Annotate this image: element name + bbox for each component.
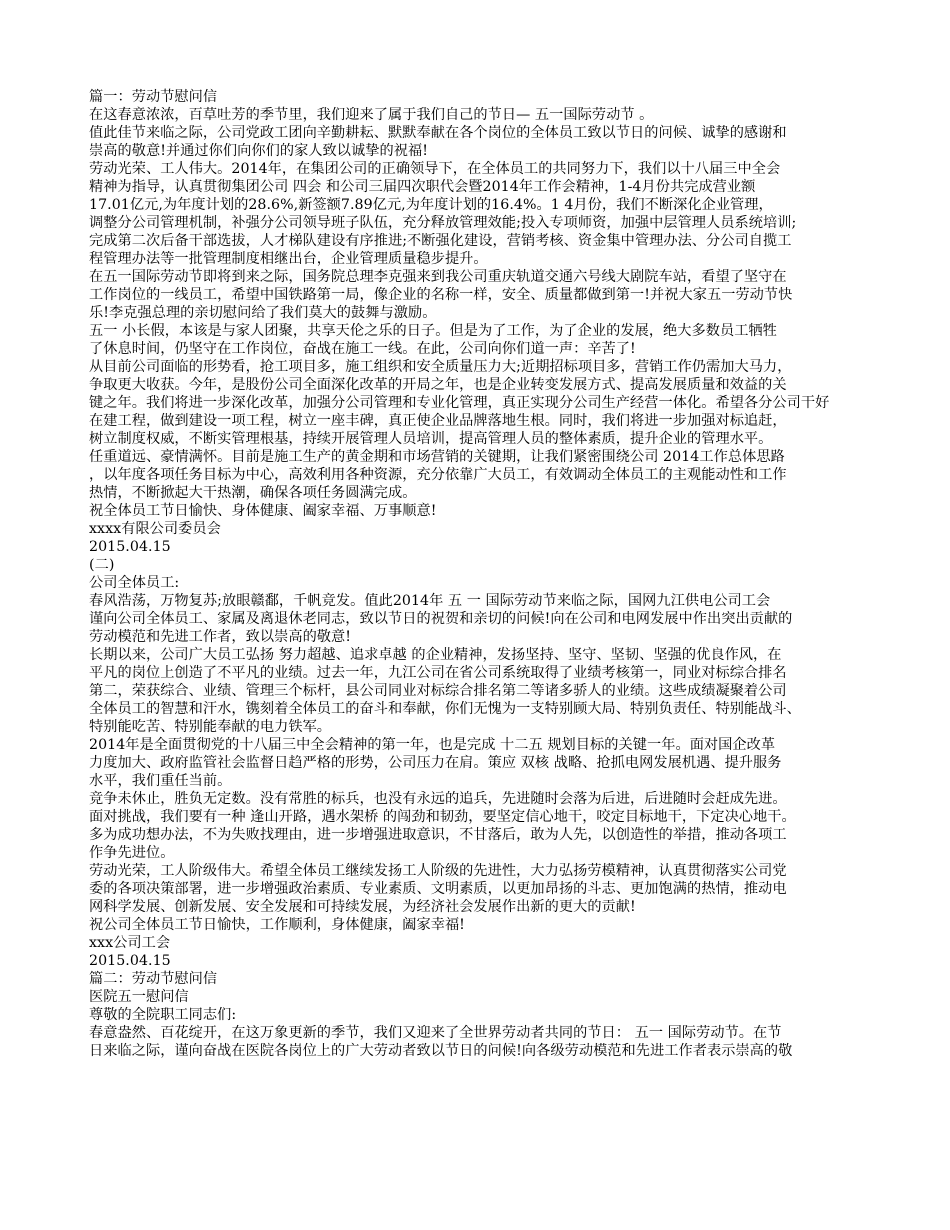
text-line: 任重道远、豪情满怀。目前是施工生产的黄金期和市场营销的关键期，让我们紧密围绕公司 2014工作总体思路 [89,449,785,465]
text-line: 篇一：劳动节慰问信 [89,89,218,105]
text-line: 调整分公司管理机制，补强分公司领导班子队伍，充分释放管理效能;投入专项师资，加强中层管理人员系统培训; [89,215,797,231]
text-line: 全体员工的智慧和汗水，镌刻着全体员工的奋斗和奉献，你们无愧为一支特别顾大局、特别负责任、特别能战斗、 [89,701,801,717]
text-line: (二) [89,557,115,573]
text-line: 争取更大收获。今年，是股份公司全面深化改革的开局之年，也是企业转变发展方式、提高发展质量和效益的关 [89,377,787,393]
text-line: 竞争未休止，胜负无定数。没有常胜的标兵，也没有永远的追兵，先进随时会落为后进，后进随时会赶成先进。 [89,791,787,807]
text-line: 第二，荣获综合、业绩、管理三个标杆，县公司同业对标综合排名第二等诸多骄人的业绩。这些成绩凝聚着公司 [89,683,787,699]
text-line: 篇二：劳动节慰问信 [89,971,218,987]
text-line: 劳动光荣、工人伟大。2014年，在集团公司的正确领导下，在全体员工的共同努力下，我们以十八届三中全会 [89,161,781,177]
text-line: 劳动模范和先进工作者，致以崇高的敬意! [89,629,352,645]
text-line: 尊敬的全院职工同志们: [89,1007,237,1023]
text-line: 公司全体员工: [89,575,180,591]
text-line: xxxx有限公司委员会 [89,521,221,537]
text-line: 作争先进位。 [89,845,175,861]
text-line: 委的各项决策部署，进一步增强政治素质、专业素质、文明素质，以更加昂扬的斗志、更加饱满的热情，推动电 [89,881,787,897]
text-line: 值此佳节来临之际，公司党政工团向辛勤耕耘、默默奉献在各个岗位的全体员工致以节日的问候、诚挚的感谢和 [89,125,787,141]
text-line: 特别能吃苦、特别能奉献的电力铁军。 [89,719,332,735]
text-line: 17.01亿元,为年度计划的28.6%,新签额7.89亿元,为年度计划的16.4%。1 4月份，我们不断深化企业管理， [89,197,773,213]
text-line: 平凡的岗位上创造了不平凡的业绩。过去一年，九江公司在省公司系统取得了业绩考核第一，同业对标综合排名 [89,665,787,681]
text-line: 劳动光荣，工人阶级伟大。希望全体员工继续发扬工人阶级的先进性，大力弘扬劳模精神，认真贯彻落实公司党 [89,863,787,879]
text-line: 祝全体员工节日愉快、身体健康、阖家幸福、万事顺意! [89,503,437,519]
text-line: ，以年度各项任务目标为中心，高效利用各种资源，充分依靠广大员工，有效调动全体员工的主观能动性和工作 [89,467,787,483]
text-line: 水平，我们重任当前。 [89,773,232,789]
text-line: 在建工程，做到建设一项工程，树立一座丰碑，真正使企业品牌落地生根。同时，我们将进一步加强对标追赶， [89,413,787,429]
text-line: 五一 小长假，本该是与家人团聚，共享天伦之乐的日子。但是为了工作，为了企业的发展，绝大多数员工牺牲 [89,323,777,339]
text-line: 网科学发展、创新发展、安全发展和可持续发展，为经济社会发展作出新的更大的贡献! [89,899,636,915]
text-line: 2014年是全面贯彻党的十八届三中全会精神的第一年，也是完成 十二五 规划目标的关键一年。面对国企改革 [89,737,776,753]
text-line: 医院五一慰问信 [89,989,189,1005]
text-line: 乐!李克强总理的亲切慰问给了我们莫大的鼓舞与激励。 [89,305,437,321]
text-line: 从目前公司面临的形势看，抢工项目多，施工组织和安全质量压力大;近期招标项目多，营销工作仍需加大马力， [89,359,792,375]
text-line: 精神为指导，认真贯彻集团公司 四会 和公司三届四次职代会暨2014年工作会精神，1-4月份共完成营业额 [89,179,756,195]
text-line: xxx公司工会 [89,935,171,951]
text-line: 工作岗位的一线员工，希望中国铁路第一局，像企业的名称一样，安全、质量都做到第一!并祝大家五一劳动节快 [89,287,793,303]
text-line: 长期以来，公司广大员工弘扬 努力超越、追求卓越 的企业精神，发扬坚持、坚守、坚韧、坚强的优良作风，在 [89,647,782,663]
text-line: 树立制度权威，不断实管理根基，持续开展管理人员培训，提高管理人员的整体素质，提升企业的管理水平。 [89,431,773,447]
text-line: 热情，不断掀起大干热潮，确保各项任务圆满完成。 [89,485,417,501]
text-line: 面对挑战，我们要有一种 逢山开路，遇水架桥 的闯劲和韧劲，要坚定信心地干，咬定目标地干，下定决心地干。 [89,809,796,825]
text-line: 春意盎然、百花绽开，在这万象更新的季节，我们又迎来了全世界劳动者共同的节日： 五一 国际劳动节。在节 [89,1025,782,1041]
text-line: 完成第二次后备干部选拔，人才梯队建设有序推进;不断强化建设，营销考核、资金集中管理办法、分公司自揽工 [89,233,792,249]
text-line: 程管理办法等一批管理制度相继出台，企业管理质量稳步提升。 [89,251,488,267]
text-line: 力度加大、政府监管社会监督日趋严格的形势，公司压力在肩。策应 双核 战略、抢抓电网发展机遇、提升服务 [89,755,782,771]
text-line: 2015.04.15 [89,953,171,969]
text-line: 键之年。我们将进一步深化改革，加强分公司管理和专业化管理，真正实现分公司生产经营一体化。希望各分公司干好 [89,395,830,411]
text-line: 日来临之际，谨向奋战在医院各岗位上的广大劳动者致以节日的问候!向各级劳动模范和先进工作者表示崇高的敬 [89,1043,793,1059]
text-line: 多为成功想办法，不为失败找理由，进一步增强进取意识，不甘落后，敢为人先，以创造性的举措，推动各项工 [89,827,787,843]
text-line: 崇高的敬意!并通过你们向你们的家人致以诚挚的祝福! [89,143,428,159]
text-line: 春风浩荡，万物复苏;放眼赣鄱，千帆竞发。值此2014年 五 一 国际劳动节来临之际，国网九江供电公司工会 [89,593,771,609]
text-line: 在五一国际劳动节即将到来之际，国务院总理李克强来到我公司重庆轨道交通六号线大剧院车站，看望了坚守在 [89,269,787,285]
text-line: 2015.04.15 [89,539,171,555]
text-line: 在这春意浓浓，百草吐芳的季节里，我们迎来了属于我们自己的节日— 五一国际劳动节 。 [89,107,654,123]
text-line: 祝公司全体员工节日愉快，工作顺利，身体健康，阖家幸福! [89,917,465,933]
text-line: 了休息时间，仍坚守在工作岗位，奋战在施工一线。在此，公司向你们道一声：辛苦了! [89,341,636,357]
text-line: 谨向公司全体员工、家属及离退休老同志，致以节日的祝贺和亲切的问候!向在公司和电网发展中作出突出贡献的 [89,611,793,627]
